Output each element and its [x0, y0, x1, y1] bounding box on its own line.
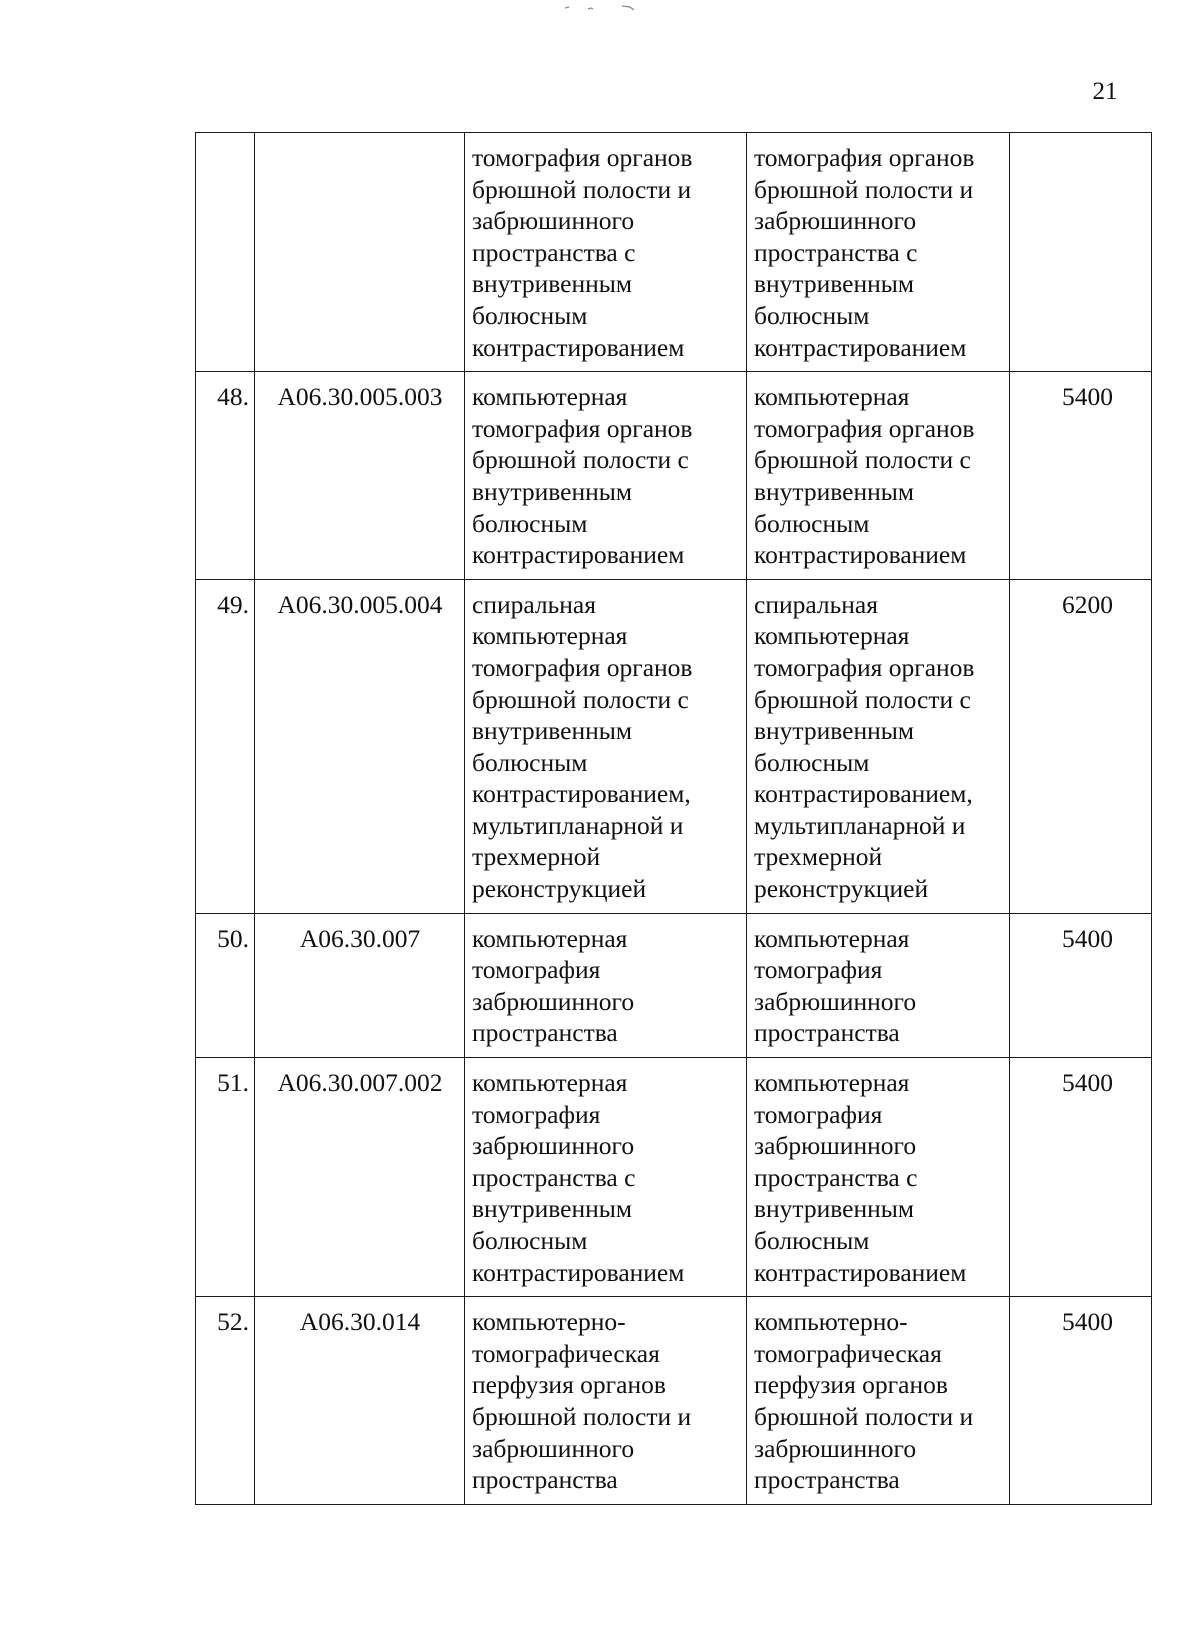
row-number: 52. — [196, 1297, 255, 1505]
row-number: 48. — [196, 372, 255, 580]
table-row — [196, 579, 1152, 913]
service-name-duplicate: компьютерно- томографическая перфузия органов брюшной полости и забрюшинного пространства — [747, 1297, 1010, 1505]
service-name: спиральная компьютерная томография органов брюшной полости с внутривенным болюсным контрастированием, мультипланарной и трехмерной реконструкцией — [465, 579, 747, 913]
row-number: 50. — [196, 913, 255, 1057]
table-row — [196, 133, 1152, 372]
service-code: A06.30.005.003 — [255, 372, 465, 580]
service-price: 5400 — [1010, 1058, 1152, 1297]
service-name-duplicate: компьютерная томография забрюшинного пространства с внутривенным болюсным контрастированием — [747, 1058, 1010, 1297]
service-code: A06.30.005.004 — [255, 579, 465, 913]
page-number: 21 — [1092, 78, 1118, 105]
table-row — [196, 1058, 1152, 1297]
row-number: 51. — [196, 1058, 255, 1297]
service-name-duplicate: томография органов брюшной полости и забрюшинного пространства с внутривенным болюсным контрастированием — [747, 133, 1010, 372]
table-row — [196, 1297, 1152, 1505]
service-code: A06.30.007.002 — [255, 1058, 465, 1297]
service-name: компьютерная томография органов брюшной полости с внутривенным болюсным контрастированием — [465, 372, 747, 580]
table-row — [196, 372, 1152, 580]
table-row — [196, 913, 1152, 1057]
scan-artifact — [560, 2, 680, 12]
service-name: компьютерная томография забрюшинного пространства — [465, 913, 747, 1057]
service-name-duplicate: компьютерная томография органов брюшной полости с внутривенным болюсным контрастированием — [747, 372, 1010, 580]
service-name: компьютерно- томографическая перфузия органов брюшной полости и забрюшинного пространства — [465, 1297, 747, 1505]
row-number — [196, 133, 255, 372]
service-code: A06.30.007 — [255, 913, 465, 1057]
service-price: 5400 — [1010, 372, 1152, 580]
service-price — [1010, 133, 1152, 372]
service-price: 6200 — [1010, 579, 1152, 913]
service-name-duplicate: компьютерная томография забрюшинного пространства — [747, 913, 1010, 1057]
service-code — [255, 133, 465, 372]
service-name: компьютерная томография забрюшинного пространства с внутривенным болюсным контрастированием — [465, 1058, 747, 1297]
service-price: 5400 — [1010, 1297, 1152, 1505]
service-name-duplicate: спиральная компьютерная томография органов брюшной полости с внутривенным болюсным контрастированием, мультипланарной и трехмерной реконструкцией — [747, 579, 1010, 913]
row-number: 49. — [196, 579, 255, 913]
services-price-table — [195, 132, 1152, 1505]
service-price: 5400 — [1010, 913, 1152, 1057]
service-name: томография органов брюшной полости и забрюшинного пространства с внутривенным болюсным контрастированием — [465, 133, 747, 372]
service-code: A06.30.014 — [255, 1297, 465, 1505]
